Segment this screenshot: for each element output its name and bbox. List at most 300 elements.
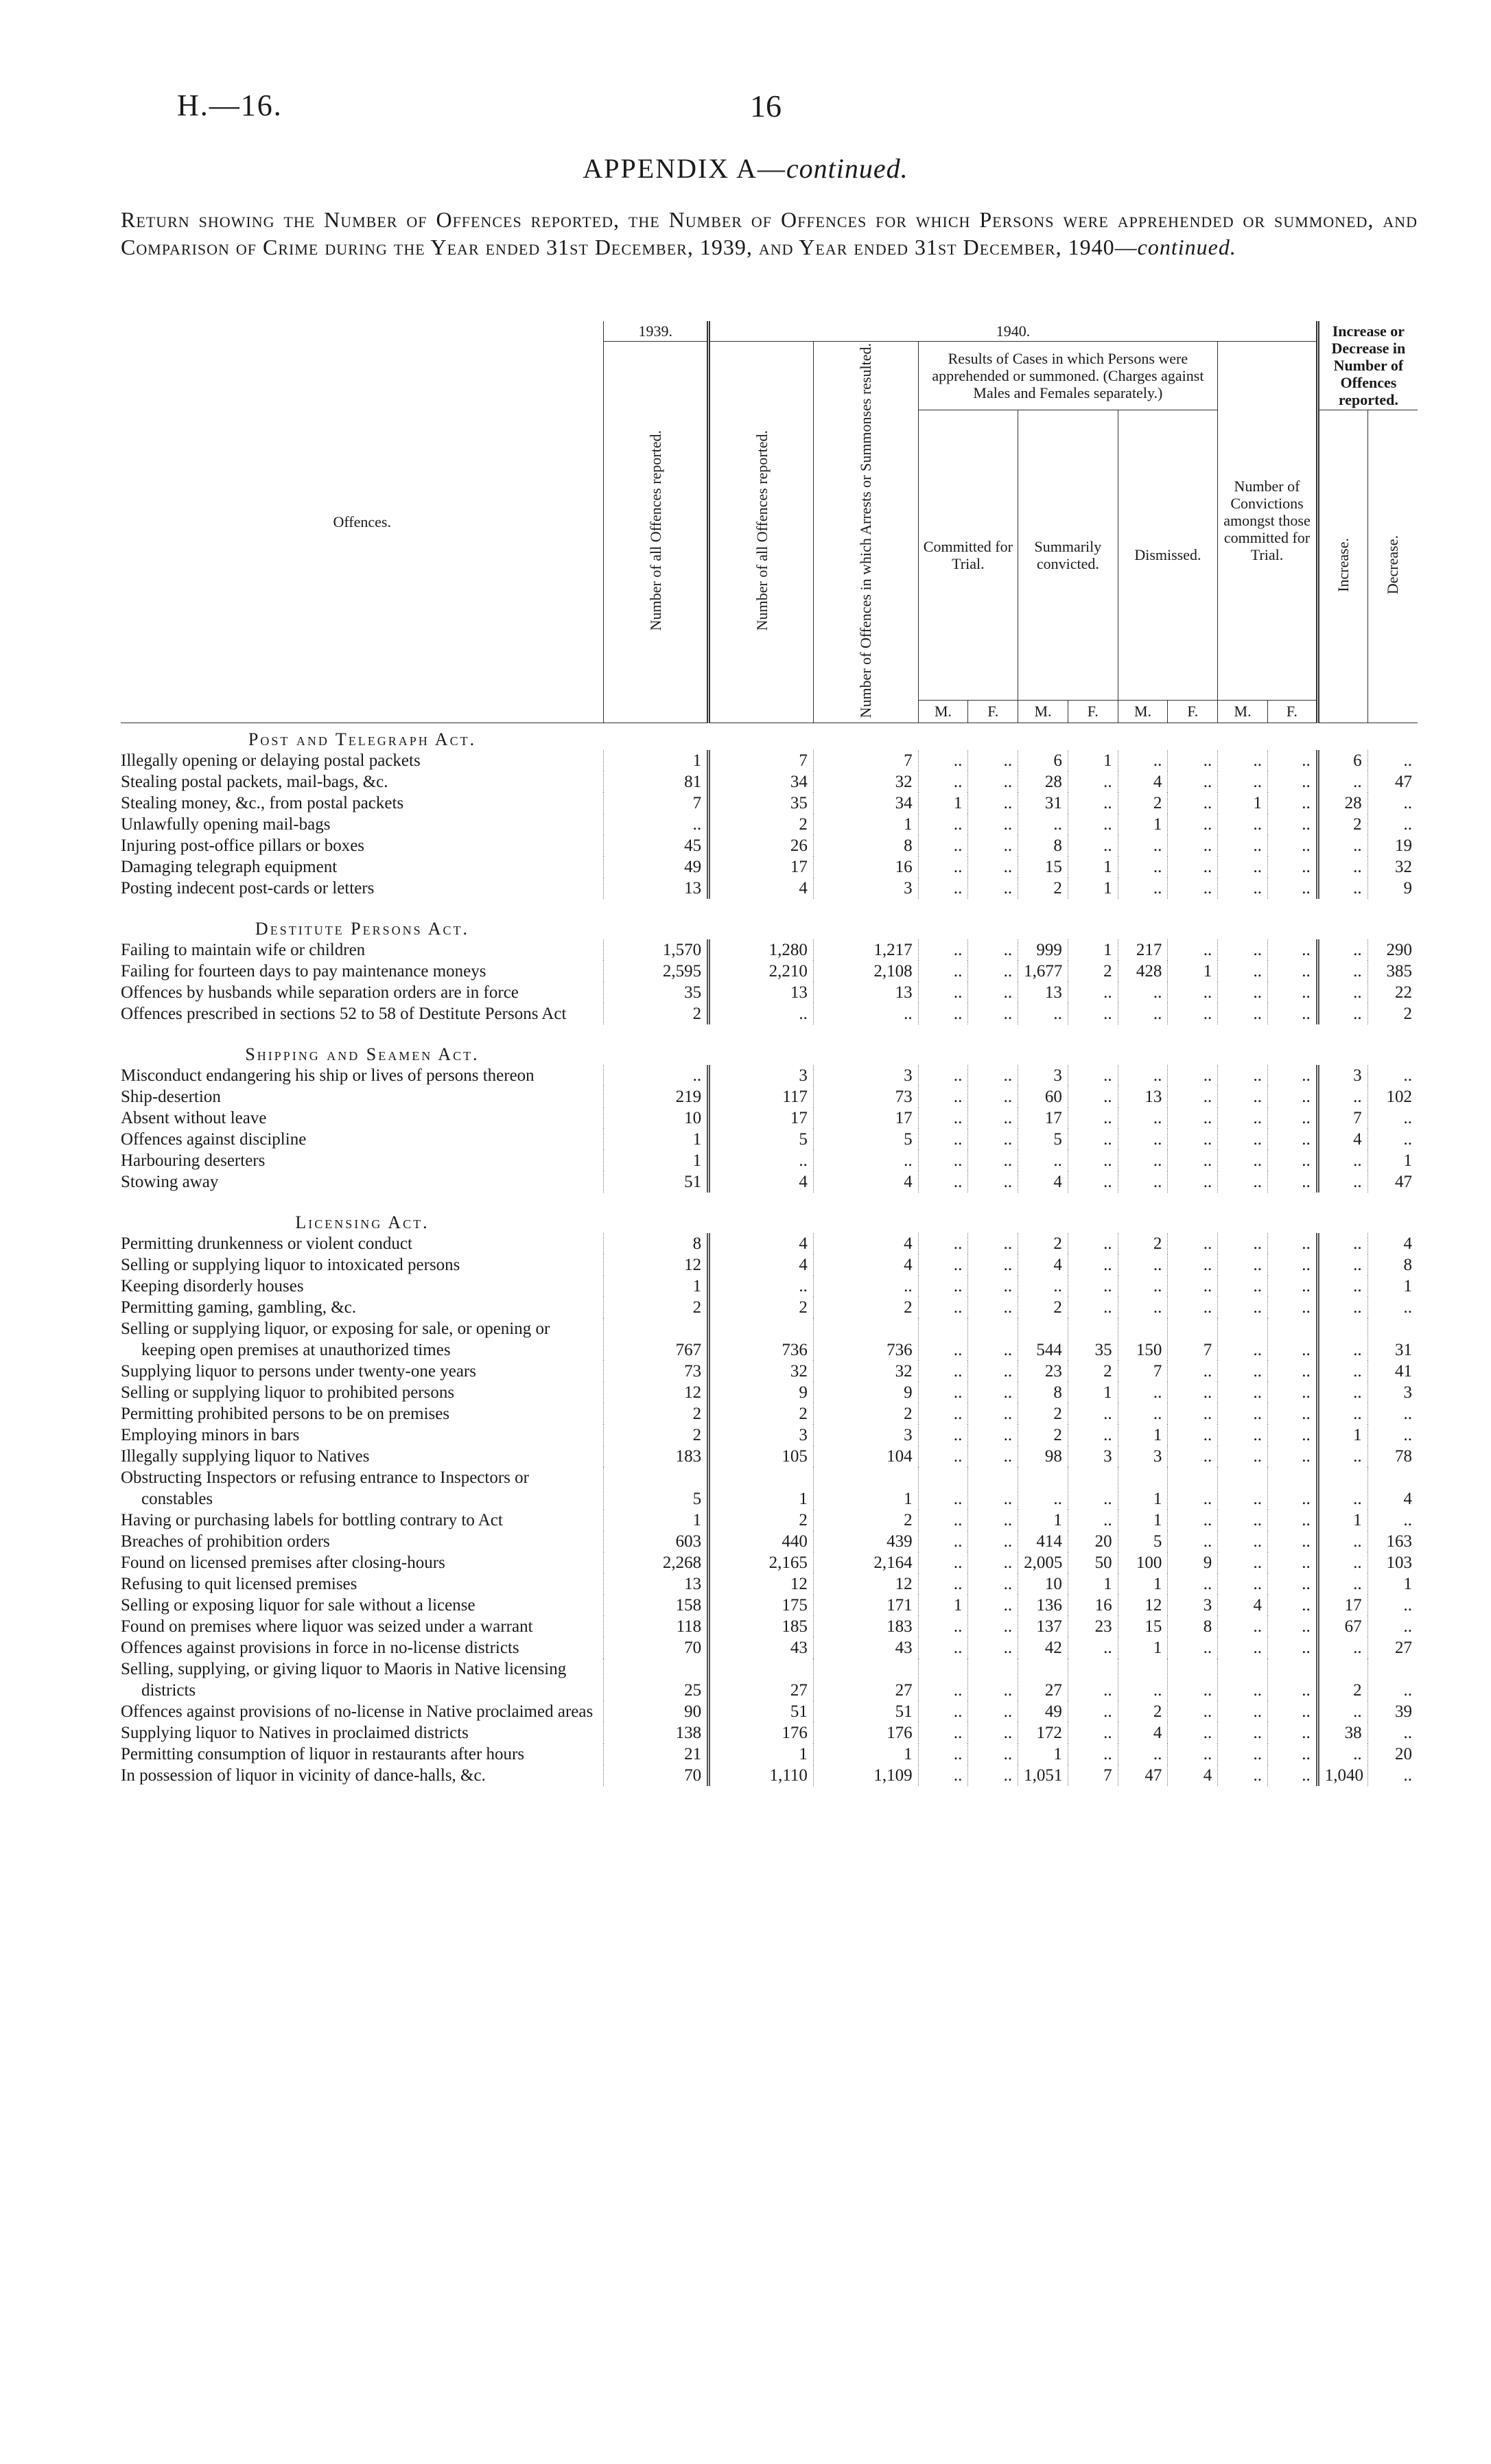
value-cell: .. — [1267, 1254, 1317, 1276]
value-cell: 4 — [1118, 771, 1168, 793]
value-cell: .. — [1317, 961, 1367, 982]
table-row — [121, 1637, 1418, 1658]
value-cell: 175 — [709, 1595, 814, 1616]
value-cell: .. — [1118, 750, 1168, 771]
value-cell: .. — [1118, 1744, 1168, 1765]
value-cell: .. — [1267, 793, 1317, 814]
value-cell: 3 — [1367, 1382, 1418, 1403]
value-cell: 1 — [1118, 814, 1168, 835]
value-cell: 8 — [1168, 1616, 1218, 1637]
value-cell: 9 — [1168, 1552, 1218, 1573]
header-dismissed-m: M. — [1118, 700, 1168, 723]
value-cell: .. — [968, 1765, 1018, 1786]
header-convictions-m: M. — [1218, 700, 1268, 723]
value-cell: 23 — [1068, 1616, 1118, 1637]
value-cell: 1 — [1367, 1276, 1418, 1297]
offence-cell — [121, 1595, 604, 1616]
value-cell: .. — [1218, 1701, 1268, 1722]
value-cell: 4 — [813, 1233, 918, 1254]
value-cell: .. — [968, 835, 1018, 856]
value-cell: .. — [1168, 1403, 1218, 1424]
table-row — [121, 1171, 1418, 1193]
offence-label: Injuring post-office pillars or boxes — [121, 836, 365, 856]
value-cell: 290 — [1367, 939, 1418, 961]
offence-cell — [121, 1510, 604, 1531]
value-cell: 3 — [1317, 1065, 1367, 1086]
header-results: Results of Cases in which Persons were apprehended or summoned. (Charges against Males and Females separately.) — [918, 342, 1218, 410]
table-row — [121, 1744, 1418, 1765]
value-cell: .. — [1218, 1150, 1268, 1171]
header-arrests-text: Number of Offences in which Arrests or Summonses resulted. — [857, 343, 875, 718]
value-cell: 219 — [604, 1086, 709, 1107]
value-cell: .. — [968, 1403, 1018, 1424]
value-cell: 1 — [1068, 856, 1118, 878]
value-cell: .. — [1168, 1171, 1218, 1193]
value-cell: .. — [1317, 1297, 1367, 1318]
value-cell: 1 — [1367, 1573, 1418, 1595]
value-cell: 3 — [813, 878, 918, 899]
offence-cell — [121, 1297, 604, 1318]
value-cell: 1 — [604, 1510, 709, 1531]
value-cell: 7 — [1118, 1361, 1168, 1382]
value-cell: 2,210 — [709, 961, 814, 982]
value-cell: 13 — [604, 1573, 709, 1595]
value-cell: .. — [968, 1552, 1018, 1573]
value-cell: .. — [918, 1424, 968, 1446]
value-cell: .. — [1267, 1129, 1317, 1150]
offence-cell — [121, 835, 604, 856]
value-cell: .. — [968, 1254, 1018, 1276]
value-cell: 41 — [1367, 1361, 1418, 1382]
value-cell: .. — [1267, 1595, 1317, 1616]
value-cell: .. — [1068, 1467, 1118, 1510]
value-cell: .. — [1118, 1065, 1168, 1086]
table-row — [121, 1531, 1418, 1552]
value-cell: 2,108 — [813, 961, 918, 982]
value-cell: .. — [1218, 856, 1268, 878]
value-cell: 2 — [1118, 1701, 1168, 1722]
offence-label: Permitting gaming, gambling, &c. — [121, 1298, 357, 1317]
value-cell: .. — [1218, 1254, 1268, 1276]
offence-cell — [121, 1065, 604, 1086]
value-cell: 1 — [1068, 750, 1118, 771]
value-cell: .. — [918, 1297, 968, 1318]
header-committed-f: F. — [968, 700, 1018, 723]
value-cell: .. — [1218, 750, 1268, 771]
value-cell: .. — [1068, 835, 1118, 856]
value-cell: .. — [1267, 1658, 1317, 1701]
value-cell: 38 — [1317, 1722, 1367, 1744]
offence-label: Selling or supplying liquor to prohibited persons — [121, 1383, 455, 1403]
value-cell: 5 — [1118, 1531, 1168, 1552]
table-row — [121, 1446, 1418, 1467]
value-cell: .. — [1168, 771, 1218, 793]
value-cell: 2 — [604, 1003, 709, 1024]
value-cell: .. — [1267, 1150, 1317, 1171]
value-cell: .. — [1317, 835, 1367, 856]
value-cell: .. — [1218, 1552, 1268, 1573]
value-cell: 2 — [1018, 1403, 1068, 1424]
value-cell: .. — [1068, 793, 1118, 814]
value-cell: 35 — [1068, 1318, 1118, 1361]
table-row — [121, 1382, 1418, 1403]
value-cell: .. — [918, 982, 968, 1003]
value-cell: .. — [1267, 1318, 1317, 1361]
value-cell: .. — [1267, 1701, 1317, 1722]
offence-label: Found on licensed premises after closing-hours — [121, 1553, 445, 1573]
section-row — [121, 1193, 1418, 1233]
value-cell: 49 — [1018, 1701, 1068, 1722]
table-row — [121, 1701, 1418, 1722]
value-cell: .. — [1317, 1446, 1367, 1467]
value-cell: .. — [968, 771, 1018, 793]
value-cell: .. — [1218, 1403, 1268, 1424]
value-cell: 3 — [813, 1424, 918, 1446]
offence-cell — [121, 1765, 604, 1786]
offence-label: Selling or supplying liquor to intoxicated persons — [121, 1256, 460, 1275]
value-cell: 2 — [813, 1510, 918, 1531]
value-cell: 7 — [1068, 1765, 1118, 1786]
offence-cell — [121, 1658, 604, 1701]
header-reported-1940-text: Number of all Offences reported. — [753, 430, 771, 631]
value-cell: .. — [918, 1510, 968, 1531]
offence-label: Keeping disorderly houses — [121, 1277, 304, 1296]
value-cell: .. — [1367, 1658, 1418, 1701]
value-cell: 4 — [1367, 1233, 1418, 1254]
value-cell: 34 — [813, 793, 918, 814]
value-cell: .. — [918, 1531, 968, 1552]
value-cell: .. — [1218, 1297, 1268, 1318]
value-cell: .. — [1118, 1107, 1168, 1129]
value-cell: 439 — [813, 1531, 918, 1552]
offence-label: Permitting drunkenness or violent conduct — [121, 1234, 412, 1254]
offence-label: In possession of liquor in vicinity of dance-halls, &c. — [121, 1766, 486, 1785]
value-cell: .. — [1168, 1446, 1218, 1467]
value-cell: .. — [1168, 1233, 1218, 1254]
offence-label: Misconduct endangering his ship or lives of persons thereon — [121, 1066, 535, 1086]
value-cell: 16 — [1068, 1595, 1118, 1616]
value-cell: 176 — [813, 1722, 918, 1744]
value-cell: .. — [1168, 1510, 1218, 1531]
offence-label: Failing to maintain wife or children — [121, 941, 366, 960]
offence-cell — [121, 1744, 604, 1765]
offence-cell — [121, 1129, 604, 1150]
section-title: Destitute Persons Act. — [255, 919, 470, 939]
value-cell: .. — [1218, 771, 1268, 793]
value-cell: .. — [918, 1107, 968, 1129]
value-cell: 1,280 — [709, 939, 814, 961]
value-cell: 2,268 — [604, 1552, 709, 1573]
value-cell: 34 — [709, 771, 814, 793]
value-cell: .. — [1367, 1616, 1418, 1637]
header-increase-text: Increase. — [1335, 537, 1352, 592]
value-cell: .. — [918, 1403, 968, 1424]
value-cell: 32 — [709, 1361, 814, 1382]
value-cell: .. — [968, 1446, 1018, 1467]
table-row — [121, 939, 1418, 961]
header-convictions: Number of Convictions amongst those committed for Trial. — [1218, 342, 1318, 701]
value-cell: 2 — [1018, 1233, 1068, 1254]
value-cell: .. — [1267, 1616, 1317, 1637]
value-cell: .. — [968, 1233, 1018, 1254]
value-cell: 2 — [813, 1403, 918, 1424]
value-cell: 2 — [1068, 1361, 1118, 1382]
value-cell: .. — [1317, 1382, 1367, 1403]
table-row — [121, 856, 1418, 878]
value-cell: .. — [918, 1573, 968, 1595]
value-cell: .. — [1068, 1276, 1118, 1297]
value-cell: .. — [1068, 1744, 1118, 1765]
value-cell: .. — [1168, 1658, 1218, 1701]
header-increase — [1317, 410, 1367, 723]
value-cell: .. — [1168, 1424, 1218, 1446]
value-cell: .. — [1168, 982, 1218, 1003]
offence-cell — [121, 1637, 604, 1658]
value-cell: 104 — [813, 1446, 918, 1467]
value-cell: 3 — [813, 1065, 918, 1086]
value-cell: .. — [968, 1573, 1018, 1595]
header-offences: Offences. — [121, 321, 604, 723]
value-cell: .. — [1367, 793, 1418, 814]
value-cell: 440 — [709, 1531, 814, 1552]
value-cell: .. — [1068, 1129, 1118, 1150]
offence-label: Permitting prohibited persons to be on premises — [121, 1405, 450, 1424]
table-row — [121, 1403, 1418, 1424]
value-cell: .. — [1168, 1637, 1218, 1658]
table-row — [121, 1086, 1418, 1107]
section-title: Post and Telegraph Act. — [248, 729, 477, 750]
value-cell: 50 — [1068, 1552, 1118, 1573]
value-cell: 603 — [604, 1531, 709, 1552]
table-row — [121, 1424, 1418, 1446]
value-cell: .. — [1267, 835, 1317, 856]
page-reference: H.—16. — [177, 89, 283, 122]
value-cell: 17 — [709, 856, 814, 878]
offence-label: Offences by husbands while separation orders are in force — [121, 983, 519, 1002]
offence-label: Supplying liquor to persons under twenty-one years — [121, 1362, 476, 1381]
offence-cell — [121, 1361, 604, 1382]
value-cell: 1 — [709, 1467, 814, 1510]
value-cell: 31 — [1018, 793, 1068, 814]
value-cell: 4 — [1317, 1129, 1367, 1150]
table-row — [121, 1765, 1418, 1786]
value-cell: 1 — [1317, 1424, 1367, 1446]
value-cell: .. — [968, 1276, 1018, 1297]
section-filler — [604, 899, 1418, 939]
value-cell: 70 — [604, 1765, 709, 1786]
value-cell: .. — [1168, 750, 1218, 771]
value-cell: 3 — [1068, 1446, 1118, 1467]
offence-label: Stealing money, &c., from postal packets — [121, 794, 404, 813]
value-cell: 2,165 — [709, 1552, 814, 1573]
value-cell: .. — [1267, 1086, 1317, 1107]
offence-cell — [121, 750, 604, 771]
value-cell: .. — [1168, 814, 1218, 835]
value-cell: .. — [1317, 1701, 1367, 1722]
value-cell: .. — [918, 1467, 968, 1510]
value-cell: .. — [1367, 1595, 1418, 1616]
value-cell: .. — [968, 793, 1018, 814]
value-cell: .. — [918, 939, 968, 961]
value-cell: 10 — [1018, 1573, 1068, 1595]
value-cell: .. — [1267, 1297, 1317, 1318]
table-row — [121, 1361, 1418, 1382]
value-cell: 3 — [709, 1424, 814, 1446]
offence-label: Ship-desertion — [121, 1088, 221, 1107]
value-cell: .. — [1018, 1003, 1068, 1024]
value-cell: .. — [968, 1531, 1018, 1552]
value-cell: 17 — [813, 1107, 918, 1129]
offence-label: Offences against provisions in force in no-license districts — [121, 1639, 519, 1658]
value-cell: .. — [968, 878, 1018, 899]
value-cell: .. — [1218, 1107, 1268, 1129]
value-cell: 2 — [709, 1510, 814, 1531]
offence-cell — [121, 771, 604, 793]
value-cell: .. — [918, 1129, 968, 1150]
value-cell: .. — [918, 814, 968, 835]
value-cell: 2 — [1118, 1233, 1168, 1254]
value-cell: .. — [1317, 1003, 1367, 1024]
value-cell: 16 — [813, 856, 918, 878]
value-cell: .. — [1317, 1531, 1367, 1552]
value-cell: 4 — [709, 1254, 814, 1276]
value-cell: 2 — [1068, 961, 1118, 982]
value-cell: 51 — [604, 1171, 709, 1193]
header-decrease — [1367, 410, 1418, 723]
value-cell: .. — [1218, 878, 1268, 899]
table-row — [121, 835, 1418, 856]
value-cell: .. — [1118, 1382, 1168, 1403]
value-cell: .. — [968, 1150, 1018, 1171]
value-cell: .. — [1068, 1107, 1118, 1129]
value-cell: .. — [968, 1382, 1018, 1403]
appendix-heading — [0, 152, 1491, 185]
value-cell: .. — [1068, 1254, 1118, 1276]
value-cell: .. — [1367, 1129, 1418, 1150]
table-row — [121, 750, 1418, 771]
value-cell: .. — [1218, 835, 1268, 856]
value-cell: 35 — [604, 982, 709, 1003]
value-cell: .. — [918, 1701, 968, 1722]
value-cell: .. — [1317, 1637, 1367, 1658]
value-cell: .. — [968, 1086, 1018, 1107]
value-cell: .. — [1068, 982, 1118, 1003]
value-cell: 183 — [813, 1616, 918, 1637]
value-cell: 102 — [1367, 1086, 1418, 1107]
table-row — [121, 1276, 1418, 1297]
value-cell: .. — [1218, 1424, 1268, 1446]
table-body — [121, 723, 1418, 1787]
table-row — [121, 1595, 1418, 1616]
value-cell: 1 — [813, 1744, 918, 1765]
value-cell: .. — [1218, 1171, 1268, 1193]
offence-cell — [121, 1086, 604, 1107]
value-cell: .. — [918, 1658, 968, 1701]
value-cell: 767 — [604, 1318, 709, 1361]
table-row — [121, 1003, 1418, 1024]
value-cell: 3 — [1168, 1595, 1218, 1616]
value-cell: .. — [1168, 835, 1218, 856]
value-cell: .. — [968, 939, 1018, 961]
value-cell: 12 — [604, 1382, 709, 1403]
value-cell: 1 — [1068, 878, 1118, 899]
offence-label: Selling or exposing liquor for sale without a license — [121, 1596, 476, 1615]
value-cell: 32 — [1367, 856, 1418, 878]
value-cell: .. — [1168, 1722, 1218, 1744]
value-cell: .. — [918, 878, 968, 899]
value-cell: .. — [1317, 856, 1367, 878]
value-cell: 8 — [1367, 1254, 1418, 1276]
value-cell: 12 — [1118, 1595, 1168, 1616]
offence-cell — [121, 1531, 604, 1552]
value-cell: .. — [1317, 1171, 1367, 1193]
value-cell: .. — [1168, 1065, 1218, 1086]
table-row — [121, 1233, 1418, 1254]
value-cell: 1 — [1068, 1382, 1118, 1403]
value-cell: .. — [1267, 1233, 1317, 1254]
value-cell: .. — [918, 1318, 968, 1361]
offence-label: Selling or supplying liquor, or exposing for sale, or opening or keeping open premises at unauthorized times — [121, 1319, 550, 1360]
value-cell: .. — [968, 1318, 1018, 1361]
value-cell: .. — [709, 1003, 814, 1024]
offence-cell — [121, 1003, 604, 1024]
value-cell: 1,109 — [813, 1765, 918, 1786]
value-cell: .. — [1168, 1254, 1218, 1276]
value-cell: 1 — [604, 750, 709, 771]
value-cell: .. — [968, 1510, 1018, 1531]
value-cell: 20 — [1367, 1744, 1418, 1765]
value-cell: .. — [1168, 1150, 1218, 1171]
value-cell: 1,040 — [1317, 1765, 1367, 1786]
offence-cell — [121, 1446, 604, 1467]
value-cell: 137 — [1018, 1616, 1068, 1637]
value-cell: 6 — [1317, 750, 1367, 771]
value-cell: 2 — [813, 1297, 918, 1318]
value-cell: 8 — [604, 1233, 709, 1254]
value-cell: .. — [1267, 1107, 1317, 1129]
value-cell: 2 — [604, 1403, 709, 1424]
value-cell: 100 — [1118, 1552, 1168, 1573]
value-cell: 2 — [1317, 814, 1367, 835]
value-cell: .. — [1018, 814, 1068, 835]
value-cell: .. — [813, 1003, 918, 1024]
value-cell: 1 — [1118, 1573, 1168, 1595]
value-cell: 47 — [1367, 1171, 1418, 1193]
value-cell: .. — [1367, 1722, 1418, 1744]
value-cell: .. — [1068, 1637, 1118, 1658]
offence-cell — [121, 939, 604, 961]
value-cell: .. — [1267, 1531, 1317, 1552]
value-cell: 49 — [604, 856, 709, 878]
value-cell: .. — [1118, 1276, 1168, 1297]
value-cell: .. — [968, 1129, 1018, 1150]
value-cell: 999 — [1018, 939, 1068, 961]
value-cell: .. — [918, 856, 968, 878]
table-row — [121, 1150, 1418, 1171]
value-cell: 2 — [1118, 793, 1168, 814]
value-cell: .. — [968, 1658, 1018, 1701]
header-year-1939: 1939. — [604, 321, 709, 342]
section-row — [121, 723, 1418, 751]
header-dismissed-f: F. — [1168, 700, 1218, 723]
value-cell: .. — [1267, 982, 1317, 1003]
value-cell: .. — [1317, 878, 1367, 899]
value-cell: 13 — [604, 878, 709, 899]
value-cell: 1 — [604, 1129, 709, 1150]
value-cell: .. — [1068, 1424, 1118, 1446]
value-cell: .. — [1168, 1361, 1218, 1382]
value-cell: .. — [1068, 814, 1118, 835]
